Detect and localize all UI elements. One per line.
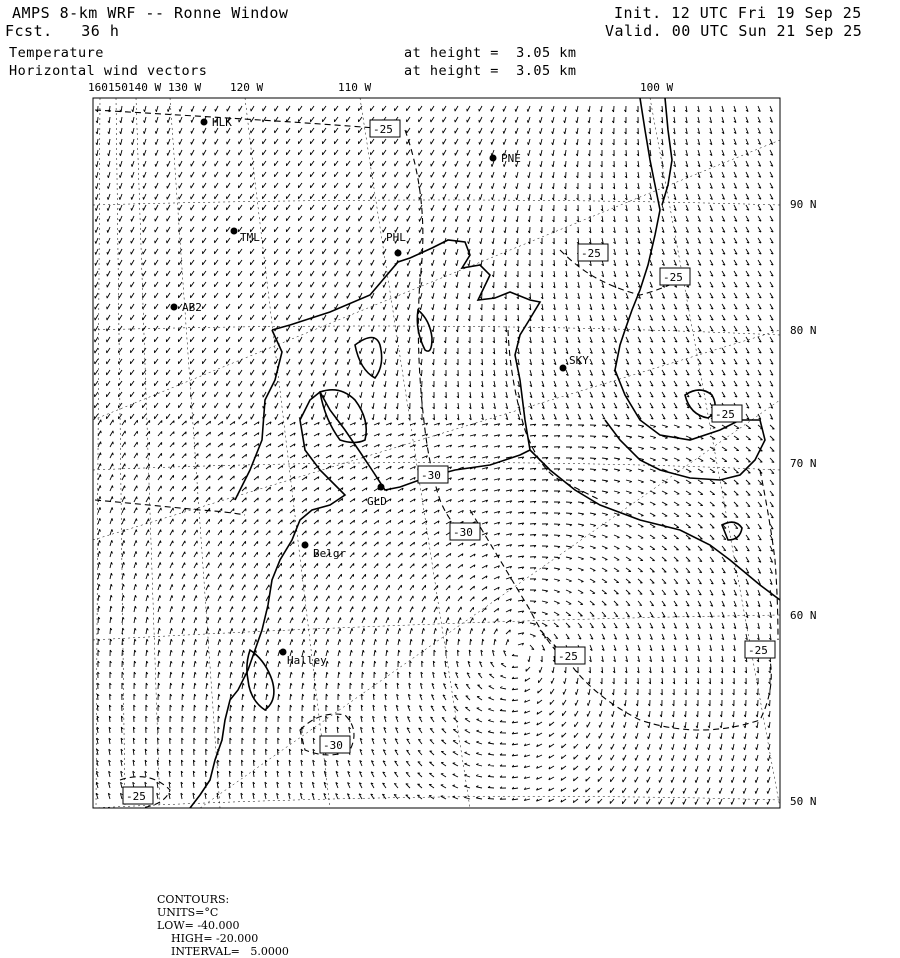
contour-label: [745, 641, 775, 658]
contour-label: [418, 466, 448, 483]
lat-label: 80 N: [790, 324, 817, 337]
lon-label: 110 W: [338, 81, 372, 94]
contour-line: [470, 510, 560, 655]
lat-label: 70 N: [790, 457, 817, 470]
contour-label-text: -25: [748, 644, 768, 657]
contour-label-text: -30: [421, 469, 441, 482]
coastline: [190, 98, 780, 808]
contour-labels: [123, 120, 775, 804]
contour-label-text: -25: [558, 650, 578, 663]
contour-label: [320, 736, 350, 753]
stations: [171, 116, 590, 667]
contour-label-text: -25: [663, 271, 683, 284]
contour-label: [450, 523, 480, 540]
station-dot: [302, 542, 309, 549]
graticule: [93, 98, 780, 808]
station-marker: [171, 301, 202, 314]
station-label: HLK: [212, 116, 232, 129]
lat-label: 90 N: [790, 198, 817, 211]
footer-interval: INTERVAL= 5.0000: [171, 945, 289, 958]
antarctic-peninsula: [605, 98, 765, 480]
station-label: Belgr: [313, 547, 347, 560]
graticule-meridian: [136, 98, 160, 808]
station-label: PHL: [386, 231, 406, 244]
lon-label: 150: [108, 81, 128, 94]
station-dot: [231, 228, 238, 235]
station-label: AB2: [182, 301, 202, 314]
lon-label: 160: [88, 81, 108, 94]
station-dot: [560, 365, 567, 372]
contour-label-text: -25: [581, 247, 601, 260]
map-frame: [93, 98, 780, 808]
coastline-west: [247, 650, 274, 710]
contour-info-footer: [150, 880, 293, 958]
graticule-meridian: [116, 98, 125, 808]
station-dot: [490, 155, 497, 162]
lon-label: 130 W: [168, 81, 202, 94]
contour-label: [555, 647, 585, 664]
contour-label: [578, 244, 608, 261]
station-label: SKY: [569, 354, 589, 367]
footer-low: LOW= -40.000: [157, 919, 240, 932]
contour-label: [660, 268, 690, 285]
graticule-parallel: [93, 200, 780, 205]
footer-units: UNITS=°C: [157, 906, 219, 919]
graticule-meridian: [96, 98, 100, 808]
station-dot: [395, 250, 402, 257]
graticule-meridian: [650, 98, 780, 808]
footer-contours: CONTOURS:: [157, 893, 230, 906]
contour-line: [760, 470, 778, 640]
station-marker: [386, 231, 406, 257]
footer-high: HIGH= -20.000: [171, 932, 259, 945]
contour-label: [370, 120, 400, 137]
contour-label-text: -30: [323, 739, 343, 752]
coastline-inner: [235, 330, 282, 500]
wind-vectors: [95, 106, 775, 805]
map-title: AMPS 8-km WRF -- Ronne Window: [12, 4, 289, 22]
forecast-hour: Fcst. 36 h: [5, 22, 120, 40]
longitude-labels: [88, 81, 673, 94]
station-label: Halley: [287, 654, 327, 667]
graticule-line: [200, 400, 780, 808]
graticule-meridian: [170, 98, 220, 808]
station-marker: [490, 152, 521, 165]
lon-label: 120 W: [230, 81, 264, 94]
station-dot: [378, 484, 385, 491]
station-marker: [560, 354, 590, 372]
station-label: GLD: [367, 495, 387, 508]
contour-label-text: -25: [373, 123, 393, 136]
station-dot: [280, 649, 287, 656]
contour-label-text: -25: [126, 790, 146, 803]
field-label-wind: Horizontal wind vectors: [9, 63, 208, 79]
contour-label-text: -30: [453, 526, 473, 539]
station-label: PNE: [501, 152, 521, 165]
height-label-temperature: at height = 3.05 km: [404, 45, 577, 61]
wind-vector-field: [95, 106, 775, 805]
latitude-labels: [790, 198, 817, 808]
height-label-wind: at height = 3.05 km: [404, 63, 577, 79]
island: [722, 522, 742, 540]
init-time: Init. 12 UTC Fri 19 Sep 25: [614, 4, 862, 22]
lon-label: 100 W: [640, 81, 674, 94]
lat-label: 50 N: [790, 795, 817, 808]
graticule-parallel: [93, 796, 780, 808]
station-label: TML: [240, 231, 260, 244]
station-dot: [171, 304, 178, 311]
graticule-meridian: [245, 98, 330, 808]
contour-label-text: -25: [715, 408, 735, 421]
valid-time: Valid. 00 UTC Sun 21 Sep 25: [605, 22, 863, 40]
contour-line: [95, 110, 400, 130]
contour-label: [712, 405, 742, 422]
field-label-temperature: Temperature: [9, 45, 104, 61]
lat-label: 60 N: [790, 609, 817, 622]
island: [417, 310, 432, 351]
station-dot: [201, 119, 208, 126]
station-marker: [367, 484, 387, 509]
peninsula-coast: [662, 98, 672, 205]
lon-label: 140 W: [128, 81, 162, 94]
contour-label: [123, 787, 153, 804]
graticule-meridian: [360, 98, 470, 808]
station-marker: [231, 228, 261, 245]
island: [355, 338, 382, 379]
